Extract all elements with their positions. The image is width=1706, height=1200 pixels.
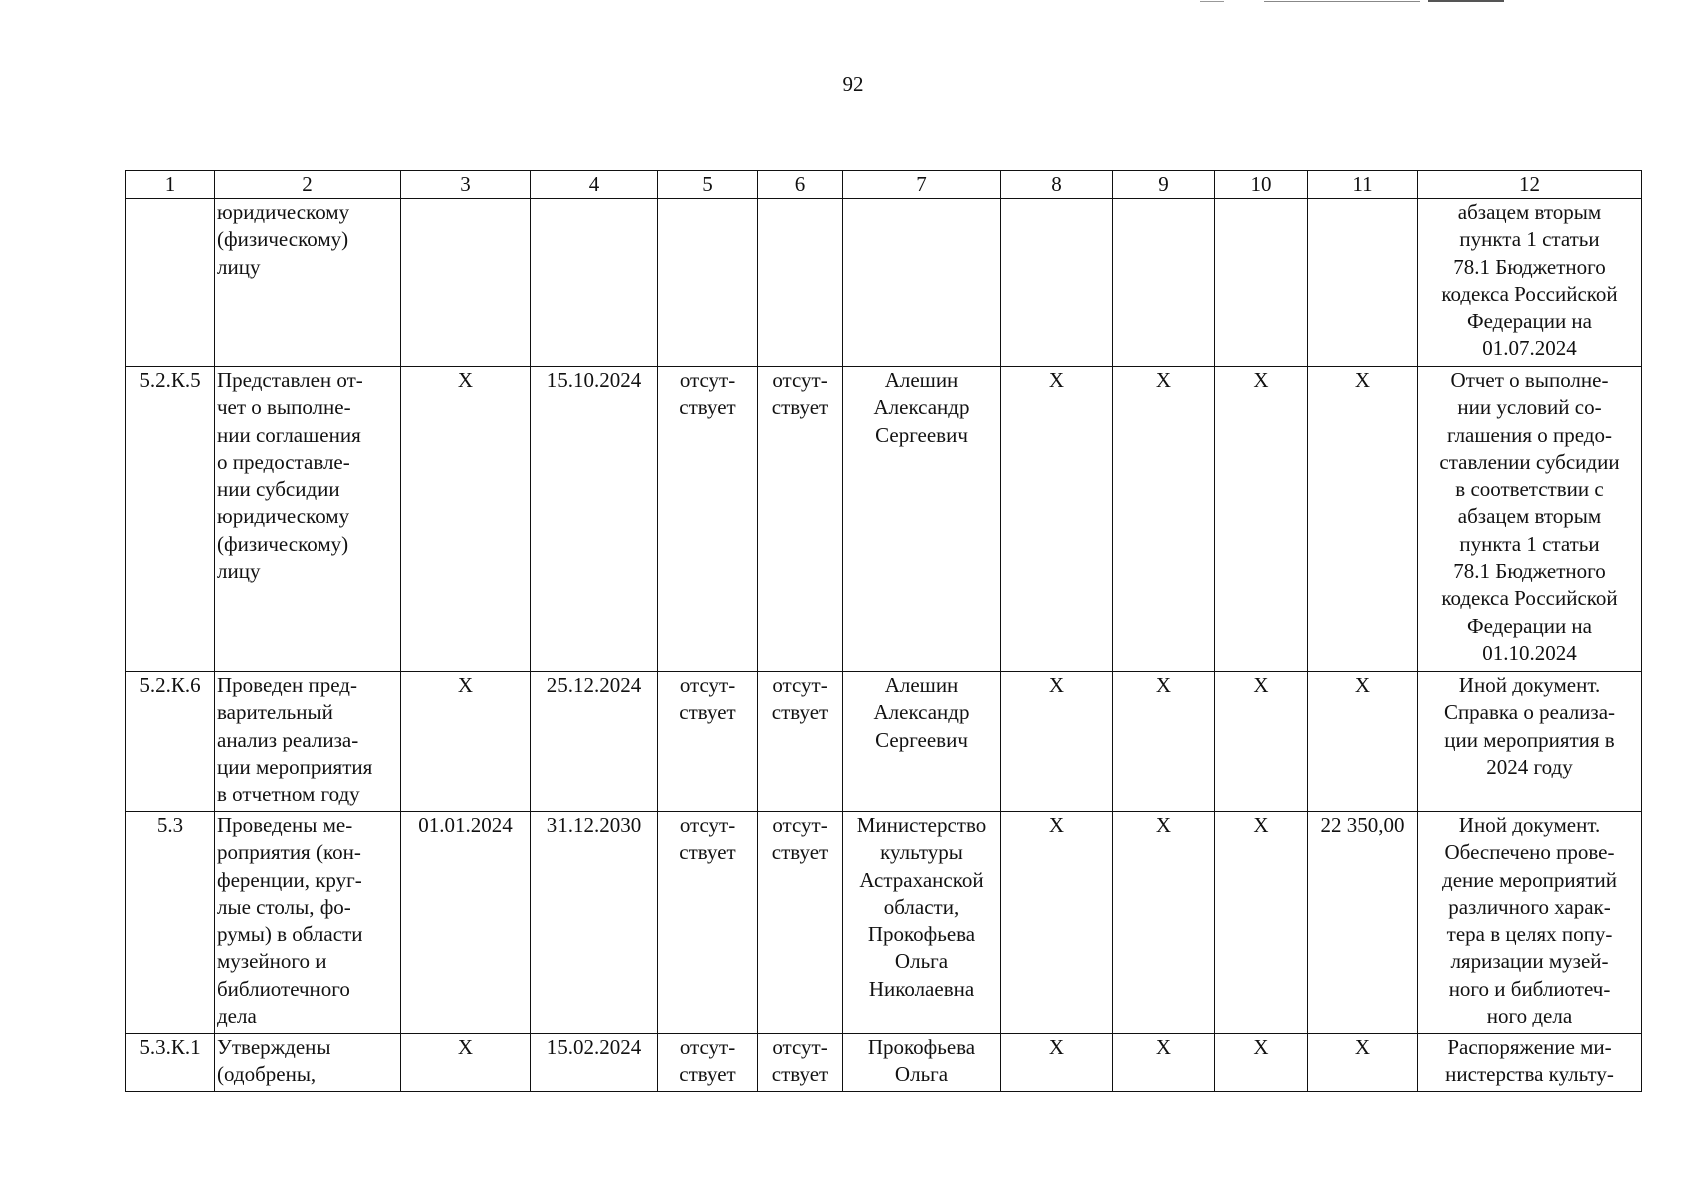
- col5-cell: отсут- ствует: [658, 672, 758, 812]
- col10-cell: [1215, 199, 1308, 367]
- column-number: 4: [531, 171, 658, 199]
- col11-cell: [1308, 199, 1418, 367]
- result-name-cell: Утверждены (одобрены,: [215, 1034, 401, 1092]
- end-date-cell: [531, 199, 658, 367]
- document-cell: Иной документ. Справка о реализа- ции мероприятия в 2024 году: [1418, 672, 1642, 812]
- col9-cell: X: [1113, 1034, 1215, 1092]
- col5-cell: [658, 199, 758, 367]
- row-id-cell: 5.2.К.6: [126, 672, 215, 812]
- col5-cell: отсут- ствует: [658, 812, 758, 1034]
- col8-cell: X: [1001, 1034, 1113, 1092]
- col9-cell: [1113, 199, 1215, 367]
- table-row: [126, 812, 1642, 1034]
- col10-cell: X: [1215, 367, 1308, 672]
- col8-cell: [1001, 199, 1113, 367]
- responsible-cell: [843, 199, 1001, 367]
- col9-cell: X: [1113, 672, 1215, 812]
- start-date-cell: X: [401, 367, 531, 672]
- column-number: 11: [1308, 171, 1418, 199]
- table-row: [126, 672, 1642, 812]
- col11-cell: 22 350,00: [1308, 812, 1418, 1034]
- column-number: 10: [1215, 171, 1308, 199]
- result-name-cell: Представлен от- чет о выполне- нии соглашения о предоставле- нии субсидии юридическому (физическому) лицу: [215, 367, 401, 672]
- table-row: [126, 367, 1642, 672]
- column-number: 2: [215, 171, 401, 199]
- start-date-cell: [401, 199, 531, 367]
- page-number: 92: [842, 72, 864, 96]
- end-date-cell: 31.12.2030: [531, 812, 658, 1034]
- schedule-table: [125, 170, 1642, 1092]
- row-id-cell: 5.3.К.1: [126, 1034, 215, 1092]
- responsible-cell: Прокофьева Ольга: [843, 1034, 1001, 1092]
- end-date-cell: 15.02.2024: [531, 1034, 658, 1092]
- table-row: [126, 199, 1642, 367]
- result-name-cell: юридическому (физическому) лицу: [215, 199, 401, 367]
- column-number: 7: [843, 171, 1001, 199]
- result-name-cell: Проведен пред- варительный анализ реализа- ции мероприятия в отчетном году: [215, 672, 401, 812]
- column-number: 9: [1113, 171, 1215, 199]
- end-date-cell: 25.12.2024: [531, 672, 658, 812]
- responsible-cell: Министерство культуры Астраханской области, Прокофьева Ольга Николаевна: [843, 812, 1001, 1034]
- start-date-cell: X: [401, 672, 531, 812]
- col6-cell: отсут- ствует: [758, 672, 843, 812]
- row-id-cell: 5.3: [126, 812, 215, 1034]
- column-number: 8: [1001, 171, 1113, 199]
- document-cell: Иной документ. Обеспечено прове- дение мероприятий различного харак- тера в целях попу- ляризации музей- ного и библиотеч- ного дела: [1418, 812, 1642, 1034]
- col8-cell: X: [1001, 367, 1113, 672]
- end-date-cell: 15.10.2024: [531, 367, 658, 672]
- col11-cell: X: [1308, 672, 1418, 812]
- column-number: 1: [126, 171, 215, 199]
- document-cell: Отчет о выполне- нии условий со- глашения о предо- ставлении субсидии в соответствии с абзацем вторым пункта 1 статьи 78.1 Бюджетного кодекса Российской Федерации на 01.10.2024: [1418, 367, 1642, 672]
- col8-cell: X: [1001, 672, 1113, 812]
- col11-cell: X: [1308, 1034, 1418, 1092]
- start-date-cell: 01.01.2024: [401, 812, 531, 1034]
- responsible-cell: Алешин Александр Сергеевич: [843, 672, 1001, 812]
- result-name-cell: Проведены ме- роприятия (кон- ференции, круг- лые столы, фо- румы) в области музейного и библиотечного дела: [215, 812, 401, 1034]
- row-id-cell: 5.2.К.5: [126, 367, 215, 672]
- start-date-cell: X: [401, 1034, 531, 1092]
- column-number: 3: [401, 171, 531, 199]
- col6-cell: отсут- ствует: [758, 1034, 843, 1092]
- scan-edge-marks: [1200, 0, 1640, 4]
- column-number-row: [126, 171, 1642, 199]
- col5-cell: отсут- ствует: [658, 367, 758, 672]
- column-number: 6: [758, 171, 843, 199]
- col11-cell: X: [1308, 367, 1418, 672]
- col6-cell: отсут- ствует: [758, 367, 843, 672]
- col10-cell: X: [1215, 1034, 1308, 1092]
- table-row: [126, 1034, 1642, 1092]
- col8-cell: X: [1001, 812, 1113, 1034]
- col9-cell: X: [1113, 812, 1215, 1034]
- row-id-cell: [126, 199, 215, 367]
- column-number: 12: [1418, 171, 1642, 199]
- col6-cell: [758, 199, 843, 367]
- col6-cell: отсут- ствует: [758, 812, 843, 1034]
- col5-cell: отсут- ствует: [658, 1034, 758, 1092]
- col10-cell: X: [1215, 672, 1308, 812]
- document-cell: абзацем вторым пункта 1 статьи 78.1 Бюджетного кодекса Российской Федерации на 01.07.2024: [1418, 199, 1642, 367]
- col9-cell: X: [1113, 367, 1215, 672]
- col10-cell: X: [1215, 812, 1308, 1034]
- document-cell: Распоряжение ми- нистерства культу-: [1418, 1034, 1642, 1092]
- responsible-cell: Алешин Александр Сергеевич: [843, 367, 1001, 672]
- column-number: 5: [658, 171, 758, 199]
